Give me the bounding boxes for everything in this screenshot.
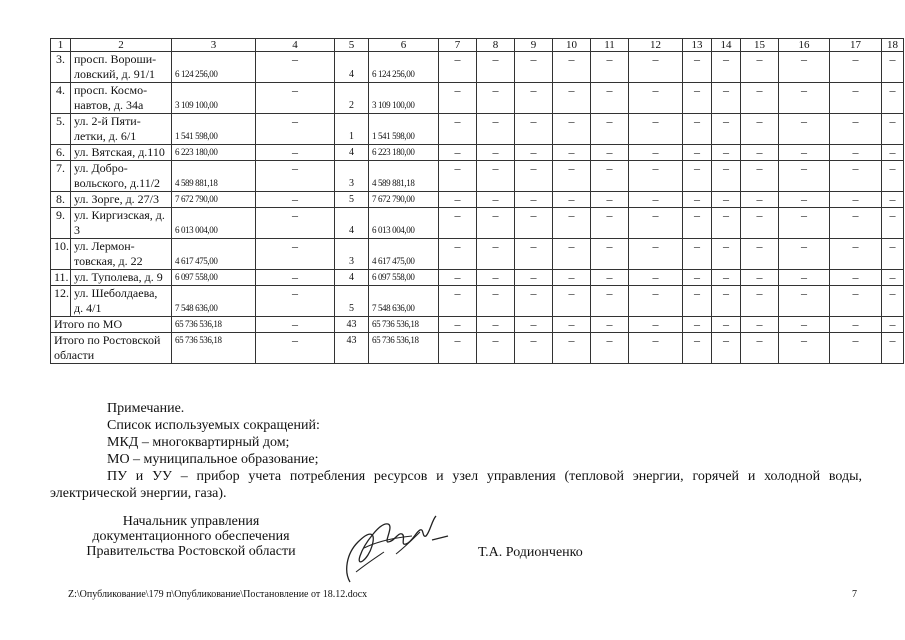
note-list-title: Список используемых сокращений: xyxy=(107,418,320,433)
row-number: 9. xyxy=(51,208,71,239)
address-cell: ул. 2-й Пяти-летки, д. 6/1 xyxy=(71,114,172,145)
dash-cell: – xyxy=(683,270,712,286)
row-number: 10. xyxy=(51,239,71,270)
dash-cell: – xyxy=(439,161,477,192)
dash-cell: – xyxy=(553,333,591,364)
dash-cell: – xyxy=(779,52,830,83)
header-cell: 18 xyxy=(882,39,904,52)
dash-cell: – xyxy=(256,83,335,114)
dash-cell: – xyxy=(741,333,779,364)
dash-cell: – xyxy=(439,333,477,364)
dash-cell: – xyxy=(515,161,553,192)
dash-cell: – xyxy=(779,286,830,317)
dash-cell: – xyxy=(712,192,741,208)
dash-cell: – xyxy=(591,239,629,270)
dash-cell: – xyxy=(629,52,683,83)
dash-cell: – xyxy=(712,52,741,83)
dash-cell: – xyxy=(439,208,477,239)
dash-cell: – xyxy=(741,83,779,114)
dash-cell: – xyxy=(830,286,882,317)
dash-cell: – xyxy=(515,208,553,239)
dash-cell: – xyxy=(779,239,830,270)
dash-cell: – xyxy=(830,333,882,364)
dash-cell: – xyxy=(683,208,712,239)
dash-cell: – xyxy=(477,192,515,208)
header-cell: 6 xyxy=(369,39,439,52)
header-cell: 11 xyxy=(591,39,629,52)
dash-cell: – xyxy=(712,333,741,364)
dash-cell: – xyxy=(256,317,335,333)
count-cell: 4 xyxy=(335,208,369,239)
dash-cell: – xyxy=(830,192,882,208)
total-region-row xyxy=(51,333,904,364)
page-number: 7 xyxy=(852,589,857,600)
address-cell: ул. Вятская, д.110 xyxy=(71,145,172,161)
dash-cell: – xyxy=(553,286,591,317)
row-number: 12. xyxy=(51,286,71,317)
dash-cell: – xyxy=(256,52,335,83)
dash-cell: – xyxy=(683,83,712,114)
dash-cell: – xyxy=(439,270,477,286)
cost-cell: 3 109 100,00 xyxy=(172,83,256,114)
dash-cell: – xyxy=(591,145,629,161)
row-number: 3. xyxy=(51,52,71,83)
dash-cell: – xyxy=(712,114,741,145)
dash-cell: – xyxy=(712,270,741,286)
table-row xyxy=(51,52,904,83)
dash-cell: – xyxy=(741,192,779,208)
dash-cell: – xyxy=(629,286,683,317)
count-cell: 4 xyxy=(335,52,369,83)
dash-cell: – xyxy=(741,317,779,333)
dash-cell: – xyxy=(683,333,712,364)
table-row xyxy=(51,83,904,114)
dash-cell: – xyxy=(683,52,712,83)
dash-cell: – xyxy=(882,192,904,208)
cost-cell: 6 013 004,00 xyxy=(369,208,439,239)
dash-cell: – xyxy=(830,239,882,270)
address-cell: ул. Зорге, д. 27/3 xyxy=(71,192,172,208)
dash-cell: – xyxy=(712,317,741,333)
address-cell: ул. Туполева, д. 9 xyxy=(71,270,172,286)
header-row xyxy=(51,39,904,52)
dash-cell: – xyxy=(882,317,904,333)
dash-cell: – xyxy=(779,317,830,333)
note-mo: МО – муниципальное образование; xyxy=(107,452,319,467)
dash-cell: – xyxy=(439,192,477,208)
dash-cell: – xyxy=(882,114,904,145)
total-label: Итого по Ростовской области xyxy=(51,333,172,364)
address-cell: просп. Вороши-ловский, д. 91/1 xyxy=(71,52,172,83)
dash-cell: – xyxy=(683,317,712,333)
dash-cell: – xyxy=(779,161,830,192)
header-cell: 2 xyxy=(71,39,172,52)
cost-cell: 6 013 004,00 xyxy=(172,208,256,239)
count-cell: 5 xyxy=(335,286,369,317)
cost-cell: 4 589 881,18 xyxy=(369,161,439,192)
table-row xyxy=(51,145,904,161)
total-label: Итого по МО xyxy=(51,317,172,333)
header-cell: 8 xyxy=(477,39,515,52)
table-row xyxy=(51,192,904,208)
dash-cell: – xyxy=(683,161,712,192)
cost-cell: 6 097 558,00 xyxy=(172,270,256,286)
dash-cell: – xyxy=(591,333,629,364)
dash-cell: – xyxy=(779,192,830,208)
dash-cell: – xyxy=(553,270,591,286)
dash-cell: – xyxy=(591,114,629,145)
table-row xyxy=(51,286,904,317)
address-cell: ул. Лермон-товская, д. 22 xyxy=(71,239,172,270)
dash-cell: – xyxy=(882,161,904,192)
header-cell: 10 xyxy=(553,39,591,52)
dash-cell: – xyxy=(553,192,591,208)
notes-section xyxy=(50,400,862,502)
cost-cell: 4 617 475,00 xyxy=(172,239,256,270)
dash-cell: – xyxy=(591,208,629,239)
dash-cell: – xyxy=(683,114,712,145)
dash-cell: – xyxy=(553,145,591,161)
dash-cell: – xyxy=(882,83,904,114)
total-cost-cell: 65 736 536,18 xyxy=(369,333,439,364)
dash-cell: – xyxy=(629,114,683,145)
dash-cell: – xyxy=(515,239,553,270)
dash-cell: – xyxy=(477,333,515,364)
dash-cell: – xyxy=(256,286,335,317)
dash-cell: – xyxy=(591,270,629,286)
dash-cell: – xyxy=(439,114,477,145)
dash-cell: – xyxy=(741,145,779,161)
dash-cell: – xyxy=(553,239,591,270)
handwritten-signature xyxy=(336,502,456,592)
dash-cell: – xyxy=(741,114,779,145)
dash-cell: – xyxy=(515,286,553,317)
dash-cell: – xyxy=(712,208,741,239)
dash-cell: – xyxy=(477,83,515,114)
dash-cell: – xyxy=(882,145,904,161)
count-cell: 3 xyxy=(335,239,369,270)
dash-cell: – xyxy=(882,208,904,239)
file-path: Z:\Опубликование\179 п\Опубликование\Постановление от 18.12.docx xyxy=(68,589,368,600)
dash-cell: – xyxy=(553,161,591,192)
dash-cell: – xyxy=(683,192,712,208)
signer-name: Т.А. Родионченко xyxy=(478,545,583,560)
row-number: 8. xyxy=(51,192,71,208)
dash-cell: – xyxy=(629,333,683,364)
cost-cell: 6 223 180,00 xyxy=(172,145,256,161)
dash-cell: – xyxy=(779,270,830,286)
row-number: 4. xyxy=(51,83,71,114)
dash-cell: – xyxy=(256,239,335,270)
cost-cell: 1 541 598,00 xyxy=(369,114,439,145)
cost-cell: 4 589 881,18 xyxy=(172,161,256,192)
row-number: 5. xyxy=(51,114,71,145)
dash-cell: – xyxy=(830,317,882,333)
address-cell: просп. Космо-навтов, д. 34а xyxy=(71,83,172,114)
dash-cell: – xyxy=(712,161,741,192)
header-cell: 3 xyxy=(172,39,256,52)
cost-cell: 7 672 790,00 xyxy=(172,192,256,208)
dash-cell: – xyxy=(779,114,830,145)
dash-cell: – xyxy=(477,114,515,145)
total-count-cell: 43 xyxy=(335,333,369,364)
dash-cell: – xyxy=(256,333,335,364)
total-cost-cell: 65 736 536,18 xyxy=(172,317,256,333)
dash-cell: – xyxy=(830,83,882,114)
dash-cell: – xyxy=(477,161,515,192)
dash-cell: – xyxy=(515,83,553,114)
dash-cell: – xyxy=(477,317,515,333)
header-cell: 9 xyxy=(515,39,553,52)
dash-cell: – xyxy=(591,192,629,208)
table-row xyxy=(51,239,904,270)
dash-cell: – xyxy=(629,270,683,286)
total-count-cell: 43 xyxy=(335,317,369,333)
cost-cell: 6 124 256,00 xyxy=(172,52,256,83)
dash-cell: – xyxy=(439,52,477,83)
dash-cell: – xyxy=(741,161,779,192)
dash-cell: – xyxy=(629,161,683,192)
dash-cell: – xyxy=(779,83,830,114)
signer-position-line1: Начальник управления xyxy=(122,514,260,529)
row-number: 11. xyxy=(51,270,71,286)
row-number: 7. xyxy=(51,161,71,192)
address-cell: ул. Шеболдаева, д. 4/1 xyxy=(71,286,172,317)
note-mkd: МКД – многоквартирный дом; xyxy=(107,435,290,450)
dash-cell: – xyxy=(256,114,335,145)
dash-cell: – xyxy=(515,333,553,364)
dash-cell: – xyxy=(882,52,904,83)
dash-cell: – xyxy=(477,270,515,286)
dash-cell: – xyxy=(882,270,904,286)
dash-cell: – xyxy=(591,52,629,83)
dash-cell: – xyxy=(256,192,335,208)
dash-cell: – xyxy=(683,145,712,161)
cost-cell: 4 617 475,00 xyxy=(369,239,439,270)
header-cell: 13 xyxy=(683,39,712,52)
dash-cell: – xyxy=(741,286,779,317)
dash-cell: – xyxy=(712,239,741,270)
dash-cell: – xyxy=(515,270,553,286)
dash-cell: – xyxy=(741,239,779,270)
dash-cell: – xyxy=(830,52,882,83)
dash-cell: – xyxy=(712,286,741,317)
signer-position xyxy=(66,514,316,559)
dash-cell: – xyxy=(553,83,591,114)
dash-cell: – xyxy=(779,333,830,364)
dash-cell: – xyxy=(515,114,553,145)
count-cell: 4 xyxy=(335,145,369,161)
dash-cell: – xyxy=(477,145,515,161)
cost-cell: 6 097 558,00 xyxy=(369,270,439,286)
signer-position-line3: Правительства Ростовской области xyxy=(86,544,296,559)
dash-cell: – xyxy=(830,145,882,161)
header-cell: 1 xyxy=(51,39,71,52)
count-cell: 5 xyxy=(335,192,369,208)
dash-cell: – xyxy=(741,208,779,239)
dash-cell: – xyxy=(591,83,629,114)
dash-cell: – xyxy=(830,270,882,286)
dash-cell: – xyxy=(439,239,477,270)
dash-cell: – xyxy=(882,239,904,270)
dash-cell: – xyxy=(515,192,553,208)
dash-cell: – xyxy=(629,208,683,239)
dash-cell: – xyxy=(591,286,629,317)
dash-cell: – xyxy=(779,208,830,239)
dash-cell: – xyxy=(553,208,591,239)
dash-cell: – xyxy=(629,239,683,270)
dash-cell: – xyxy=(683,239,712,270)
dash-cell: – xyxy=(830,208,882,239)
count-cell: 4 xyxy=(335,270,369,286)
dash-cell: – xyxy=(712,145,741,161)
count-cell: 2 xyxy=(335,83,369,114)
table-row xyxy=(51,114,904,145)
total-cost-cell: 65 736 536,18 xyxy=(172,333,256,364)
dash-cell: – xyxy=(553,317,591,333)
cost-cell: 3 109 100,00 xyxy=(369,83,439,114)
address-cell: ул. Киргизская, д. 3 xyxy=(71,208,172,239)
header-cell: 15 xyxy=(741,39,779,52)
table-row xyxy=(51,208,904,239)
count-cell: 3 xyxy=(335,161,369,192)
cost-cell: 7 548 636,00 xyxy=(172,286,256,317)
dash-cell: – xyxy=(553,114,591,145)
dash-cell: – xyxy=(882,286,904,317)
header-cell: 5 xyxy=(335,39,369,52)
dash-cell: – xyxy=(779,145,830,161)
table-row xyxy=(51,270,904,286)
dash-cell: – xyxy=(830,161,882,192)
dash-cell: – xyxy=(439,145,477,161)
note-pu: ПУ и УУ – прибор учета потребления ресурсов и узел управления (тепловой энергии, горячей и холодной воды, электрической энергии, газа). xyxy=(50,469,862,501)
dash-cell: – xyxy=(439,317,477,333)
cost-cell: 6 124 256,00 xyxy=(369,52,439,83)
row-number: 6. xyxy=(51,145,71,161)
dash-cell: – xyxy=(256,145,335,161)
dash-cell: – xyxy=(515,145,553,161)
dash-cell: – xyxy=(439,83,477,114)
dash-cell: – xyxy=(553,52,591,83)
dash-cell: – xyxy=(256,208,335,239)
total-mo-row xyxy=(51,317,904,333)
dash-cell: – xyxy=(591,161,629,192)
dash-cell: – xyxy=(477,52,515,83)
dash-cell: – xyxy=(629,317,683,333)
dash-cell: – xyxy=(591,317,629,333)
dash-cell: – xyxy=(256,270,335,286)
table-row xyxy=(51,161,904,192)
dash-cell: – xyxy=(477,286,515,317)
cost-cell: 7 672 790,00 xyxy=(369,192,439,208)
dash-cell: – xyxy=(477,239,515,270)
dash-cell: – xyxy=(515,52,553,83)
signer-position-line2: документационного обеспечения xyxy=(92,529,290,544)
cost-cell: 1 541 598,00 xyxy=(172,114,256,145)
count-cell: 1 xyxy=(335,114,369,145)
header-cell: 4 xyxy=(256,39,335,52)
dash-cell: – xyxy=(629,83,683,114)
header-cell: 14 xyxy=(712,39,741,52)
header-cell: 16 xyxy=(779,39,830,52)
cost-cell: 7 548 636,00 xyxy=(369,286,439,317)
header-cell: 17 xyxy=(830,39,882,52)
dash-cell: – xyxy=(629,145,683,161)
dash-cell: – xyxy=(629,192,683,208)
dash-cell: – xyxy=(830,114,882,145)
address-cell: ул. Добро-вольского, д.11/2 xyxy=(71,161,172,192)
dash-cell: – xyxy=(882,333,904,364)
header-cell: 12 xyxy=(629,39,683,52)
note-title: Примечание. xyxy=(107,401,185,416)
header-cell: 7 xyxy=(439,39,477,52)
dash-cell: – xyxy=(256,161,335,192)
dash-cell: – xyxy=(741,270,779,286)
data-table xyxy=(50,38,904,364)
cost-cell: 6 223 180,00 xyxy=(369,145,439,161)
dash-cell: – xyxy=(439,286,477,317)
dash-cell: – xyxy=(741,52,779,83)
dash-cell: – xyxy=(683,286,712,317)
total-cost-cell: 65 736 536,18 xyxy=(369,317,439,333)
dash-cell: – xyxy=(477,208,515,239)
dash-cell: – xyxy=(515,317,553,333)
dash-cell: – xyxy=(712,83,741,114)
